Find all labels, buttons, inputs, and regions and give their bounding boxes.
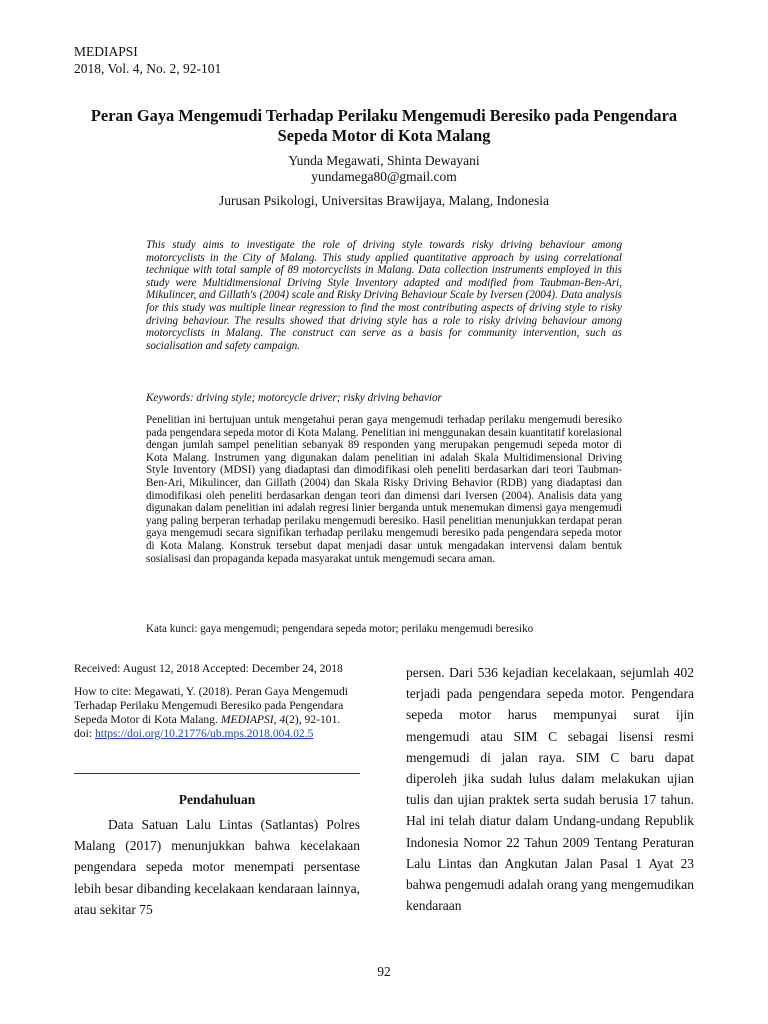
citation-prefix: How to cite: Megawati, Y. (2018). Peran Gaya Mengemudi Terhadap Perilaku Mengemudi Beresiko pada Pengendara Sepeda Motor di Kota Malang. [74, 685, 348, 726]
received-dates: Received: August 12, 2018 Accepted: December 24, 2018 [74, 662, 343, 675]
doi-link[interactable]: https://doi.org/10.21776/ub.mps.2018.004.02.5 [94, 727, 314, 740]
page-number: 92 [377, 964, 391, 979]
citation-journal: MEDIAPSI, 4 [220, 713, 286, 726]
body-text-right: persen. Dari 536 kejadian kecelakaan, sejumlah 402 terjadi pada pengendara sepeda motor. Pengendara sepeda motor harus mempunyai surat ijin mengemudi atau SIM C sebagai lisensi resmi mengemudi di jalan raya. SIM C baru dapat diperoleh jika sudah lulus dalam melakukan ujian tulis dan ujian praktek serta sudah berusia 17 tahun. Hal ini telah diatur dalam Undang-undang Republik Indonesia Nomor 22 Tahun 2009 Tentang Peraturan Lalu Lintas dan Angkutan Jalan Pasal 1 Ayat 23 bahwa pengemudi adalah orang yang mengemudikan kendaraan [406, 665, 694, 914]
abstract-indonesian: Penelitian ini bertujuan untuk mengetahui peran gaya mengemudi terhadap perilaku mengemudi beresiko pada pengendara sepeda motor di Kota Malang. Penelitian ini menggunakan desain kuantitatif korelasional dengan jumlah sampel penelitian sebanyak 89 responden yang merupakan pengemudi sepeda motor di Kota Malang. Instrumen yang digunakan dalam penelitian ini adalah Skala Multidimensional Driving Style Inventory (MDSI) yang diadaptasi dan dimodifikasi oleh peneliti berdasarkan dari teori Taubman-Ben-Ari, Mikulincer, dan Gillath (2004) dan Skala Risky Driving Behavior (RDB) yang diadaptasi dan dimodifikasi oleh peneliti berdasarkan dengan teori dan dimensi dari Iversen (2004). Analisis data yang digunakan dalam penelitian ini adalah regresi linier berganda untuk menemukan dimensi gaya mengemudi yang paling berperan terhadap perilaku mengemudi beresiko. Hasil penelitian menunjukkan terdapat peran gaya mengemudi secara signifikan terhadap perilaku mengemudi beresiko pada pengendara sepeda motor di Kota Malang. Konstruk tersebut dapat menjadi dasar untuk mengadakan intervensi dalam bentuk sosialisasi dan propaganda kepada masyarakat untuk mengemudi secara aman. [146, 414, 622, 565]
keywords-english: Keywords: driving style; motorcycle driver; risky driving behavior [146, 392, 442, 404]
citation-block [74, 685, 360, 741]
paper-title: Peran Gaya Mengemudi Terhadap Perilaku Mengemudi Beresiko pada Pengendara Sepeda Motor di Kota Malang [90, 106, 678, 145]
section-heading: Pendahuluan [178, 792, 256, 807]
authors: Yunda Megawati, Shinta Dewayani [288, 153, 480, 168]
author-email: yundamega80@gmail.com [311, 169, 457, 184]
journal-header [74, 43, 221, 77]
author-block [74, 153, 694, 185]
journal-volume: 2018, Vol. 4, No. 2, 92-101 [74, 61, 222, 76]
citation-rest: (2), 92-101. doi: [74, 713, 341, 740]
abstract-english: This study aims to investigate the role of driving style towards risky driving behaviour among motorcyclists in the City of Malang. This study applied quantitative approach by using correlational technique with total sample of 89 motorcyclists in Malang. Data collection instruments employed in this study were Multidimensional Driving Style Inventory adapted and modified from Taubman-Ben-Ari, Mikulincer, and Gillath's (2004) scale and Risky Driving Behaviour Scale by Iversen (2004). Data analysis for this study was multiple linear regression to find the most contributing aspects of driving style to risky driving behaviour. The results showed that driving style has a role to risky driving behaviour among motorcyclists in Malang. The construct can serve as a basis for community intervention, such as socialisation and safety campaign. [146, 239, 622, 352]
keywords-indonesian: Kata kunci: gaya mengemudi; pengendara sepeda motor; perilaku mengemudi beresiko [146, 623, 534, 635]
journal-name: MEDIAPSI [74, 44, 138, 59]
divider [74, 773, 360, 774]
body-text-left: Data Satuan Lalu Lintas (Satlantas) Polres Malang (2017) menunjukkan bahwa kecelakaan pengendara sepeda motor menempati persentase lebih besar dibanding kecelakaan kendaraan lainnya, atau sekitar 75 [74, 817, 360, 917]
affiliation: Jurusan Psikologi, Universitas Brawijaya, Malang, Indonesia [219, 193, 549, 208]
